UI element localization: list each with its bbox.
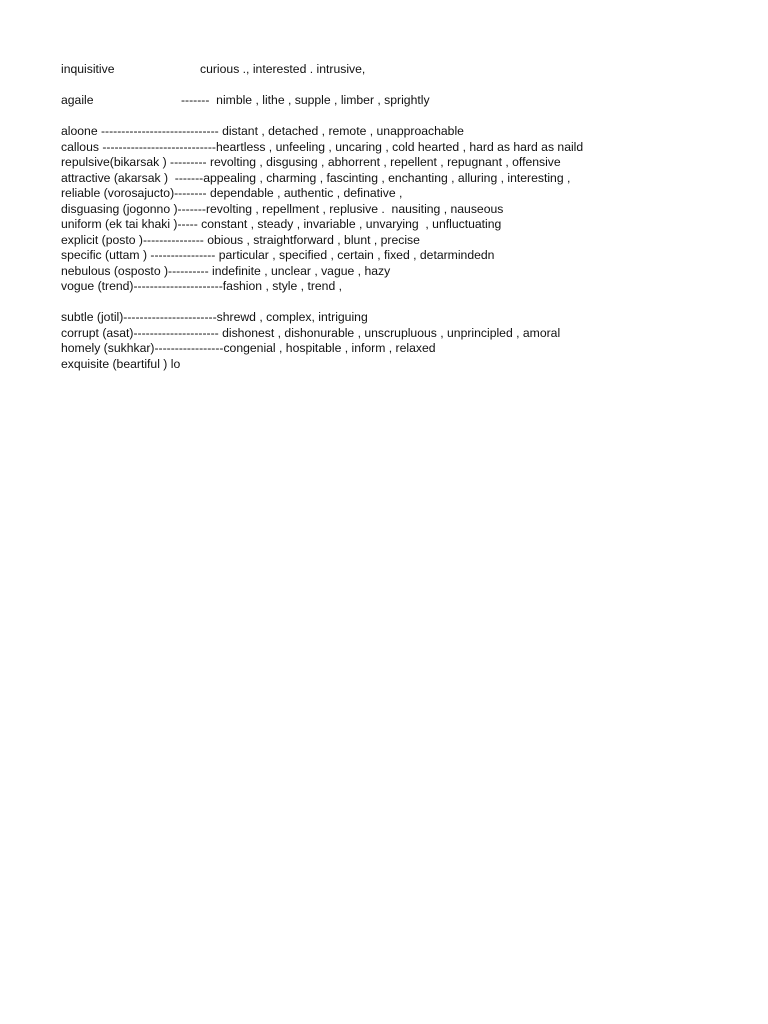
vocab-line: homely (sukhkar)-----------------congenial , hospitable , inform , relaxed: [61, 341, 436, 355]
vocab-line: [61, 93, 741, 109]
vocab-synonyms: curious ., interested . intrusive,: [200, 62, 366, 76]
vocab-line: uniform (ek tai khaki )----- constant , steady , invariable , unvarying , unfluctuating: [61, 217, 502, 231]
vocab-line: [61, 62, 741, 78]
blank-line: [61, 295, 741, 311]
vocab-line: disguasing (jogonno )-------revolting , repellment , replusive . nausiting , nauseous: [61, 201, 504, 216]
vocab-term: agaile: [61, 93, 94, 107]
vocab-term: inquisitive: [61, 62, 115, 76]
vocab-group-2: [61, 310, 741, 372]
document-body: [61, 62, 741, 372]
vocab-line: reliable (vorosajucto)-------- dependable , authentic , definative ,: [61, 186, 403, 200]
vocab-line: explicit (posto )--------------- obious , straightforward , blunt , precise: [61, 232, 420, 247]
vocab-line: attractive (akarsak ) -------appealing , charming , fascinting , enchanting , alluring , interesting ,: [61, 170, 571, 185]
blank-line: [61, 109, 741, 125]
vocab-line: aloone ----------------------------- distant , detached , remote , unapproachable: [61, 124, 464, 138]
vocab-line: specific (uttam ) ---------------- particular , specified , certain , fixed , detarmindedn: [61, 248, 495, 262]
vocab-line: callous ----------------------------heartless , unfeeling , uncaring , cold hearted , hard as hard as naild: [61, 139, 584, 154]
vocab-group-1: [61, 124, 741, 295]
vocab-line: vogue (trend)----------------------fashion , style , trend ,: [61, 279, 343, 293]
vocab-line: exquisite (beartiful ) lo: [61, 356, 181, 371]
vocab-line: repulsive(bikarsak ) --------- revolting , disgusing , abhorrent , repellent , repugnant , offensive: [61, 155, 561, 169]
vocab-line: corrupt (asat)--------------------- dishonest , dishonurable , unscrupluous , unprincipled , amoral: [61, 325, 561, 340]
vocab-line: subtle (jotil)-----------------------shrewd , complex, intriguing: [61, 310, 368, 324]
vocab-line: nebulous (osposto )---------- indefinite , unclear , vague , hazy: [61, 263, 391, 278]
vocab-synonyms: ------- nimble , lithe , supple , limber , sprightly: [181, 93, 430, 107]
blank-line: [61, 78, 741, 94]
